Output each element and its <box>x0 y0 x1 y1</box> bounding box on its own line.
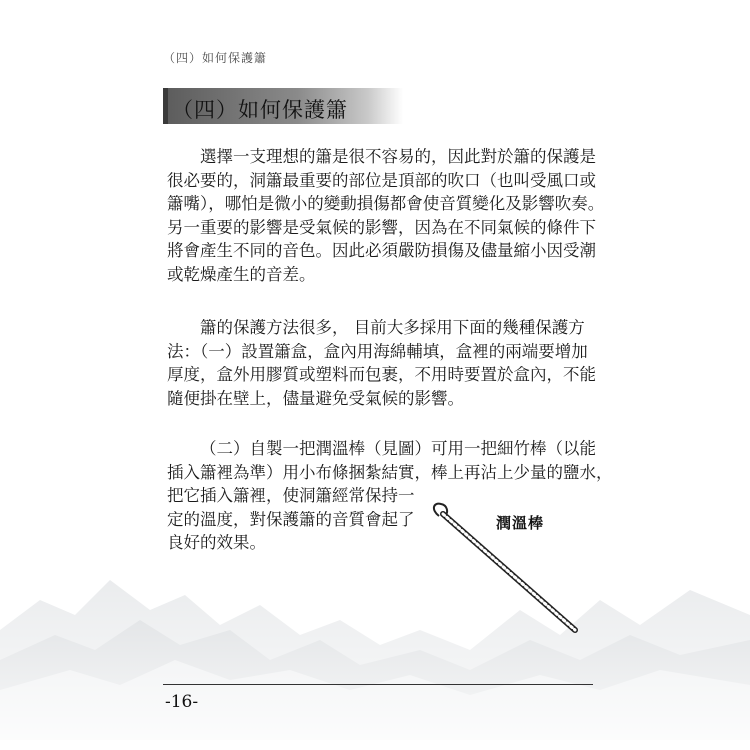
paragraph-line: 定的溫度，對保護簫的音質會起了 <box>167 509 415 529</box>
paragraph-line: 另一重要的影響是受氣候的影響，因為在不同氣候的條件下 <box>167 217 596 237</box>
paragraph-line: 厚度，盒外用膠質或塑料而包裹，不用時要置於盒內，不能 <box>167 365 596 385</box>
section-title: （四）如何保護簫 <box>172 98 348 122</box>
mountain-landscape-illustration <box>0 540 750 740</box>
paragraph-line: 法：（一）設置簫盒，盒內用海綿輔填，盒裡的兩端要增加 <box>167 341 588 361</box>
footer-rule <box>163 684 593 685</box>
figure-label: 潤溫棒 <box>496 514 545 532</box>
paragraph-line: 把它插入簫裡，使洞簫經常保持一 <box>167 486 415 506</box>
paragraph-line: 選擇一支理想的簫是很不容易的，因此對於簫的保護是 <box>200 147 596 166</box>
paragraph-line: 很必要的，洞簫最重要的部位是頂部的吹口（也叫受風口或 <box>167 170 596 190</box>
running-header: （四）如何保護簫 <box>163 51 268 65</box>
paragraph-line: 插入簫裡為準）用小布條捆紮結實，棒上再沾上少量的鹽水， <box>167 462 613 482</box>
paragraph-line: 或乾燥產生的音差。 <box>167 264 316 284</box>
paragraph-line: 簫嘴），哪怕是微小的變動損傷都會使音質變化及影響吹奏。 <box>167 194 605 214</box>
paragraph-2 <box>167 316 596 410</box>
paragraph-line: 簫的保護方法很多， 目前大多採用下面的幾種保護方 <box>200 318 585 337</box>
page-number: -16- <box>165 692 199 712</box>
paragraph-line: （二）自製一把潤溫棒（見圖）可用一把細竹棒（以能 <box>200 439 596 458</box>
paragraph-1 <box>167 145 605 287</box>
paragraph-line: 隨便掛在壁上，儘量避免受氣候的影響。 <box>167 388 464 408</box>
paragraph-line: 將會產生不同的音色。因此必須嚴防損傷及儘量縮小因受潮 <box>167 241 596 261</box>
